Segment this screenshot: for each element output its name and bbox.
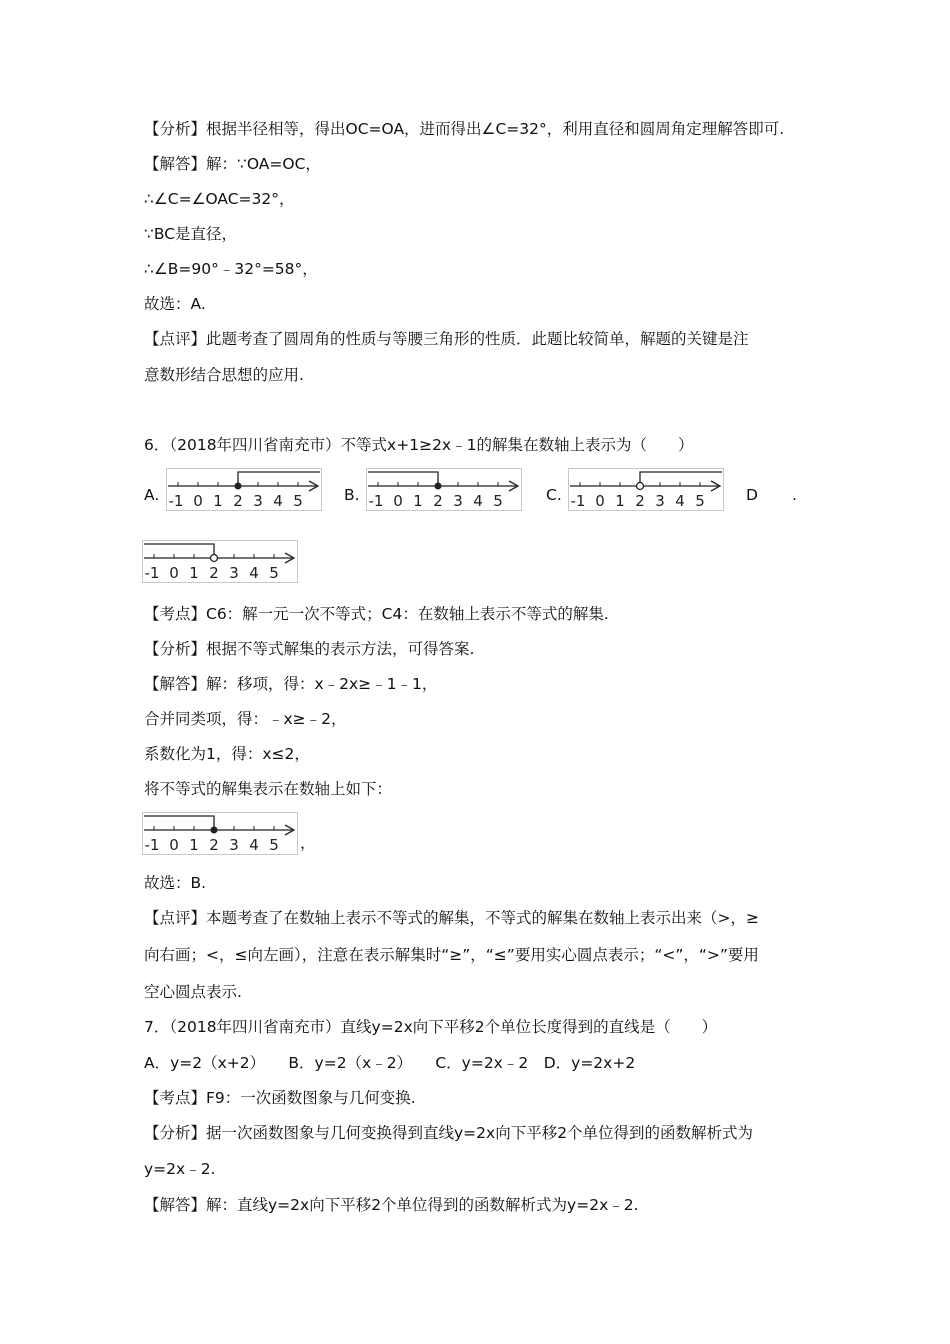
q6-comment-line-2: 向右画；<，≤向左画），注意在表示解集时“≥”，“≤”要用实心圆点表示；“<”，“>”要用 (144, 946, 759, 964)
q6-solution-line-4: 将不等式的解集表示在数轴上如下： (144, 780, 393, 798)
q6-option-a-label: A. (144, 486, 160, 504)
tick-label: 4 (249, 836, 259, 854)
q5-comment-line-1: 【点评】此题考查了圆周角的性质与等腰三角形的性质．此题比较简单，解题的关键是注 (144, 330, 749, 348)
tick-label: 2 (635, 492, 645, 510)
q6-solution-line-1: 【解答】解：移项，得：x﹣2x≥﹣1﹣1， (144, 675, 438, 693)
number-line-solution (142, 812, 302, 856)
q6-comment-line-3: 空心圆点表示. (144, 983, 242, 1001)
tick-label: 1 (213, 492, 223, 510)
q6-stem: 6．（2018年四川省南充市）不等式x+1≥2x﹣1的解集在数轴上表示为（ ） (144, 436, 694, 454)
number-line-option-a (166, 468, 326, 512)
q5-choice: 故选：A. (144, 295, 206, 313)
q6-choice: 故选：B. (144, 874, 207, 892)
q6-solution-tail: ， (300, 834, 316, 852)
q5-solution-line-1: 【解答】解：∵OA=OC， (144, 155, 321, 173)
q5-solution-line-4: ∴∠B=90°﹣32°=58°， (144, 260, 318, 278)
tick-label: 3 (229, 564, 239, 582)
q6-solution-line-2: 合并同类项，得：﹣x≥﹣2， (144, 710, 347, 728)
number-line-option-c (568, 468, 728, 512)
tick-label: 2 (433, 492, 443, 510)
tick-label: -1 (368, 492, 384, 510)
tick-label: 0 (169, 564, 179, 582)
q6-comment-line-1: 【点评】本题考查了在数轴上表示不等式的解集，不等式的解集在数轴上表示出来（>，≥ (144, 909, 759, 927)
q5-analysis: 【分析】根据半径相等，得出OC=OA，进而得出∠C=32°，利用直径和圆周角定理解答即可. (144, 120, 785, 138)
q6-solution-line-3: 系数化为1，得：x≤2， (144, 745, 310, 763)
tick-label: 5 (493, 492, 503, 510)
tick-label: 3 (655, 492, 665, 510)
q7-keypoint: 【考点】F9：一次函数图象与几何变换. (144, 1089, 416, 1107)
tick-label: 2 (233, 492, 243, 510)
q5-solution-line-3: ∵BC是直径， (144, 225, 238, 243)
tick-label: 1 (615, 492, 625, 510)
number-line-option-d (142, 540, 302, 584)
q6-option-b-label: B. (344, 486, 360, 504)
tick-label: 3 (229, 836, 239, 854)
tick-label: 5 (269, 836, 279, 854)
tick-label: 4 (249, 564, 259, 582)
q7-analysis-line-2: y=2x﹣2. (144, 1160, 216, 1178)
q6-option-c-label: C. (546, 486, 562, 504)
q5-comment-line-2: 意数形结合思想的应用. (144, 366, 304, 384)
tick-label: 4 (675, 492, 685, 510)
tick-label: -1 (570, 492, 586, 510)
tick-label: -1 (144, 564, 160, 582)
tick-label: 5 (695, 492, 705, 510)
tick-label: 5 (293, 492, 303, 510)
q6-option-d-dot: . (792, 486, 797, 504)
tick-label: 2 (209, 836, 219, 854)
tick-label: 3 (253, 492, 263, 510)
tick-label: 4 (473, 492, 483, 510)
tick-label: 1 (413, 492, 423, 510)
tick-label: 0 (595, 492, 605, 510)
tick-label: 0 (193, 492, 203, 510)
q6-keypoint: 【考点】C6：解一元一次不等式；C4：在数轴上表示不等式的解集. (144, 605, 609, 623)
tick-label: 5 (269, 564, 279, 582)
q7-analysis-line-1: 【分析】据一次函数图象与几何变换得到直线y=2x向下平移2个单位得到的函数解析式为 (144, 1124, 754, 1142)
q7-solution: 【解答】解：直线y=2x向下平移2个单位得到的函数解析式为y=2x﹣2. (144, 1196, 639, 1214)
q6-analysis: 【分析】根据不等式解集的表示方法，可得答案. (144, 640, 475, 658)
tick-label: 3 (453, 492, 463, 510)
q7-options: A．y=2（x+2） B．y=2（x﹣2） C．y=2x﹣2 D．y=2x+2 (144, 1054, 636, 1072)
q7-stem: 7．（2018年四川省南充市）直线y=2x向下平移2个单位长度得到的直线是（ ） (144, 1018, 718, 1036)
tick-label: 1 (189, 564, 199, 582)
tick-label: 2 (209, 564, 219, 582)
tick-label: 0 (169, 836, 179, 854)
tick-label: -1 (168, 492, 184, 510)
q6-option-d-label: D (746, 486, 758, 504)
number-line-option-b (366, 468, 526, 512)
tick-label: -1 (144, 836, 160, 854)
tick-label: 0 (393, 492, 403, 510)
tick-label: 4 (273, 492, 283, 510)
tick-label: 1 (189, 836, 199, 854)
q5-solution-line-2: ∴∠C=∠OAC=32°， (144, 190, 295, 208)
